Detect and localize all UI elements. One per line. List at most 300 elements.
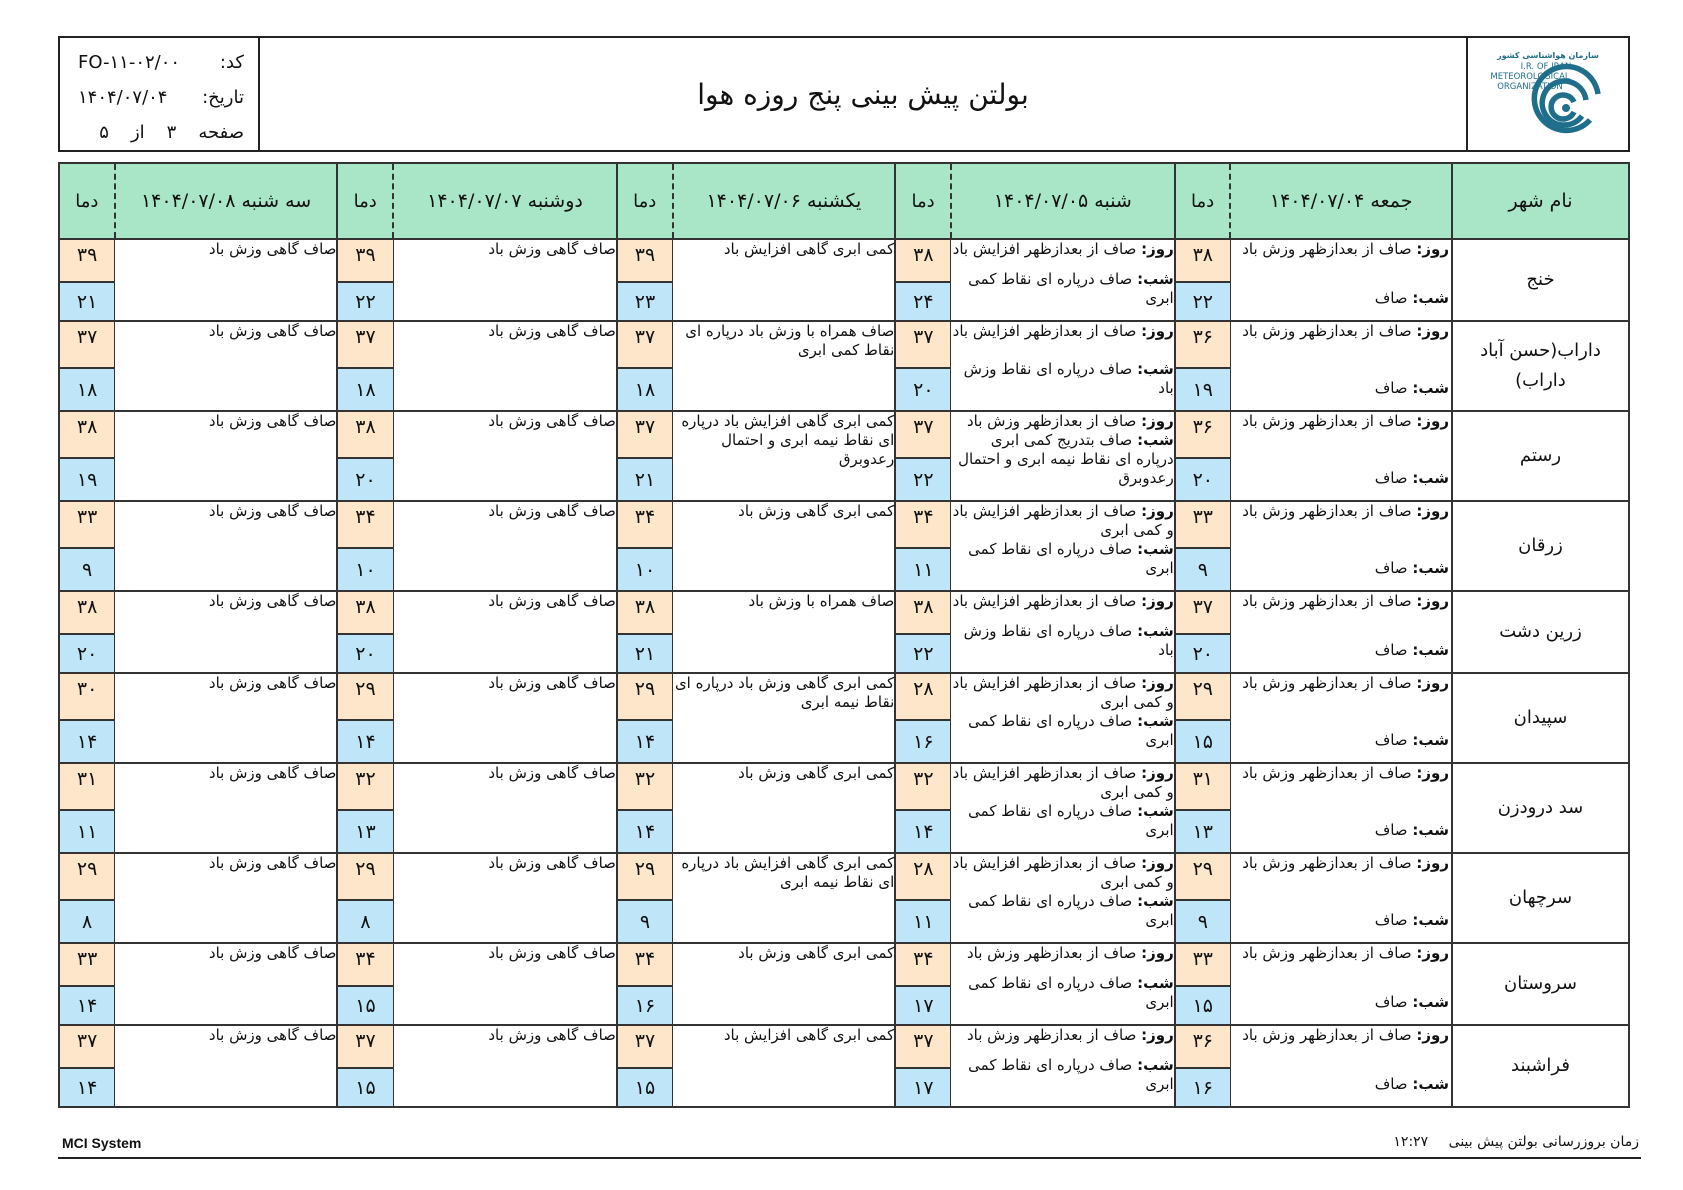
city-name: زرین دشت — [1452, 591, 1629, 673]
night-label: شب: — [1137, 1056, 1174, 1074]
forecast-text: کمی ابری گاهی وزش باد درپاره ای نقاط نیمه ابری — [674, 674, 895, 711]
temperature-box — [338, 1026, 392, 1106]
min-temperature: ۱۸ — [338, 369, 392, 410]
forecast-cell — [393, 943, 617, 1025]
forecast-cell — [115, 943, 338, 1025]
forecast-cell — [115, 673, 338, 763]
footer-divider — [58, 1157, 1641, 1159]
forecast-cell — [673, 411, 896, 501]
temperature-box — [896, 592, 950, 672]
temperature-box — [1176, 854, 1230, 942]
temperature-box — [618, 322, 672, 410]
table-header-row — [59, 163, 1629, 239]
night-forecast-line — [1231, 731, 1449, 750]
day-forecast-text: صاف از بعدازظهر وزش باد — [1242, 674, 1412, 692]
night-label: شب: — [1412, 1075, 1449, 1093]
day-forecast-line — [951, 854, 1173, 892]
day-label: روز: — [1141, 412, 1174, 430]
temperature-cell — [1175, 763, 1231, 853]
min-temperature: ۱۴ — [60, 987, 114, 1024]
night-forecast-line — [1231, 821, 1449, 840]
temperature-cell — [59, 763, 115, 853]
temperature-cell — [59, 501, 115, 591]
table-row — [59, 321, 1629, 411]
max-temperature: ۳۳ — [1176, 944, 1230, 987]
min-temperature: ۱۰ — [618, 549, 672, 590]
forecast-text: کمی ابری گاهی افزایش باد درپاره ای نقاط نیمه ابری و احتمال رعدوبرق — [681, 412, 895, 468]
night-forecast-line — [1231, 289, 1449, 308]
night-label: شب: — [1412, 559, 1449, 577]
max-temperature: ۳۲ — [618, 764, 672, 811]
temperature-cell — [59, 943, 115, 1025]
max-temperature: ۳۷ — [60, 322, 114, 369]
logo-text-en1: I.R. OF IRAN — [1520, 62, 1572, 72]
night-label: شب: — [1412, 469, 1449, 487]
day-forecast-line — [951, 412, 1173, 431]
max-temperature: ۳۸ — [1176, 240, 1230, 283]
forecast-text: صاف گاهی وزش باد — [488, 240, 616, 258]
forecast-cell — [1230, 943, 1452, 1025]
day-forecast-line — [951, 592, 1173, 611]
night-forecast-line — [951, 622, 1173, 660]
temperature-cell — [895, 673, 951, 763]
forecast-table — [58, 162, 1630, 1108]
page-current: ۳ — [166, 122, 177, 143]
max-temperature: ۳۴ — [896, 502, 950, 549]
min-temperature: ۲۳ — [618, 283, 672, 320]
forecast-cell — [393, 673, 617, 763]
temperature-cell — [895, 763, 951, 853]
night-label: شب: — [1137, 622, 1174, 640]
temperature-box — [338, 764, 392, 852]
temperature-box — [60, 944, 114, 1024]
forecast-cell — [115, 239, 338, 321]
day-header-2: شنبه ۱۴۰۴/۰۷/۰۵ — [951, 163, 1175, 239]
forecast-cell — [673, 763, 896, 853]
temperature-cell — [337, 763, 393, 853]
night-forecast-line — [1231, 641, 1449, 660]
max-temperature: ۳۸ — [338, 592, 392, 635]
temperature-cell — [895, 321, 951, 411]
temperature-cell — [337, 411, 393, 501]
day-forecast-text: صاف از بعدازظهر وزش باد — [1242, 412, 1412, 430]
day-forecast-text: صاف از بعدازظهر افزایش باد و کمی ابری — [952, 854, 1174, 891]
city-name: سرچهان — [1452, 853, 1629, 943]
day-forecast-text: صاف از بعدازظهر وزش باد — [966, 1026, 1137, 1044]
night-label: شب: — [1137, 974, 1174, 992]
night-forecast-text: صاف درپاره ای نقاط کمی ابری — [968, 974, 1174, 1011]
temperature-box — [896, 764, 950, 852]
code-line — [78, 48, 244, 83]
temperature-box — [618, 412, 672, 500]
night-forecast-text: صاف — [1374, 821, 1408, 839]
day-night-forecast — [951, 854, 1173, 930]
meteorological-organization-logo — [1478, 42, 1618, 146]
day-forecast-line — [1231, 1026, 1449, 1045]
temperature-box — [60, 764, 114, 852]
temperature-cell — [59, 321, 115, 411]
forecast-cell — [115, 591, 338, 673]
min-temperature: ۱۶ — [618, 987, 672, 1024]
city-name: سپیدان — [1452, 673, 1629, 763]
night-forecast-text: صاف بتدریج کمی ابری درپاره ای نقاط نیمه ابری و احتمال رعدوبرق — [958, 431, 1174, 487]
temperature-box — [1176, 240, 1230, 320]
day-label: روز: — [1141, 674, 1174, 692]
max-temperature: ۳۷ — [896, 412, 950, 459]
temperature-box — [896, 1026, 950, 1106]
day-label: روز: — [1141, 854, 1174, 872]
table-row — [59, 411, 1629, 501]
forecast-text: صاف گاهی وزش باد — [488, 854, 616, 872]
day-night-forecast — [1231, 412, 1449, 488]
max-temperature: ۳۷ — [618, 322, 672, 369]
forecast-cell — [1230, 673, 1452, 763]
city-name: رستم — [1452, 411, 1629, 501]
day-forecast-line — [951, 240, 1173, 259]
day-forecast-line — [1231, 764, 1449, 783]
min-temperature: ۲۲ — [1176, 283, 1230, 320]
max-temperature: ۳۹ — [60, 240, 114, 283]
night-label: شب: — [1412, 641, 1449, 659]
forecast-cell — [951, 411, 1175, 501]
night-forecast-line — [951, 431, 1173, 488]
max-temperature: ۲۸ — [896, 674, 950, 721]
forecast-text: صاف گاهی وزش باد — [208, 1026, 337, 1044]
temperature-cell — [59, 591, 115, 673]
min-temperature: ۱۵ — [338, 1069, 392, 1106]
day-night-forecast — [951, 1026, 1173, 1094]
temperature-box — [896, 502, 950, 590]
day-label: روز: — [1141, 240, 1174, 258]
forecast-text: کمی ابری گاهی افزایش باد — [723, 240, 895, 258]
day-label: روز: — [1416, 764, 1449, 782]
forecast-cell — [1230, 591, 1452, 673]
max-temperature: ۳۴ — [338, 502, 392, 549]
forecast-cell — [393, 411, 617, 501]
forecast-table-body — [59, 239, 1629, 1107]
temperature-box — [1176, 502, 1230, 590]
temperature-box — [1176, 412, 1230, 500]
forecast-cell — [393, 763, 617, 853]
forecast-cell — [115, 411, 338, 501]
night-label: شب: — [1412, 911, 1449, 929]
update-time: ۱۲:۲۷ — [1393, 1134, 1429, 1150]
min-temperature: ۱۶ — [1176, 1069, 1230, 1106]
temp-header-3: دما — [617, 163, 673, 239]
night-forecast-text: صاف — [1374, 993, 1408, 1011]
day-night-forecast — [951, 502, 1173, 578]
night-forecast-line — [1231, 379, 1449, 398]
day-night-forecast — [1231, 854, 1449, 930]
forecast-cell — [1230, 763, 1452, 853]
temperature-cell — [1175, 321, 1231, 411]
max-temperature: ۲۹ — [1176, 674, 1230, 721]
day-label: روز: — [1416, 674, 1449, 692]
temperature-box — [60, 592, 114, 672]
temperature-cell — [617, 1025, 673, 1107]
day-label: روز: — [1141, 322, 1174, 340]
forecast-cell — [393, 239, 617, 321]
min-temperature: ۲۰ — [1176, 635, 1230, 672]
temperature-cell — [337, 591, 393, 673]
temperature-box — [618, 854, 672, 942]
city-name: فراشبند — [1452, 1025, 1629, 1107]
forecast-text: صاف گاهی وزش باد — [208, 592, 337, 610]
night-forecast-line — [951, 540, 1173, 578]
min-temperature: ۱۱ — [60, 811, 114, 852]
temperature-box — [618, 674, 672, 762]
city-name: داراب(حسن آباد داراب) — [1452, 321, 1629, 411]
forecast-cell — [951, 763, 1175, 853]
forecast-cell — [1230, 501, 1452, 591]
min-temperature: ۱۱ — [896, 901, 950, 942]
forecast-cell — [951, 943, 1175, 1025]
temperature-box — [896, 944, 950, 1024]
forecast-cell — [673, 673, 896, 763]
max-temperature: ۳۴ — [618, 944, 672, 987]
min-temperature: ۱۷ — [896, 987, 950, 1024]
day-label: روز: — [1141, 502, 1174, 520]
max-temperature: ۳۸ — [896, 240, 950, 283]
city-name: سروستان — [1452, 943, 1629, 1025]
min-temperature: ۱۳ — [1176, 811, 1230, 852]
max-temperature: ۳۷ — [896, 322, 950, 369]
temperature-box — [60, 502, 114, 590]
min-temperature: ۱۵ — [1176, 721, 1230, 762]
forecast-text: صاف گاهی وزش باد — [208, 674, 337, 692]
temperature-cell — [337, 501, 393, 591]
max-temperature: ۳۷ — [1176, 592, 1230, 635]
night-forecast-line — [951, 974, 1173, 1012]
day-header-4: دوشنبه ۱۴۰۴/۰۷/۰۷ — [393, 163, 617, 239]
night-forecast-line — [1231, 911, 1449, 930]
day-forecast-line — [1231, 674, 1449, 693]
bulletin-header — [58, 36, 1630, 152]
max-temperature: ۳۶ — [1176, 322, 1230, 369]
temperature-cell — [1175, 673, 1231, 763]
min-temperature: ۲۰ — [338, 459, 392, 500]
min-temperature: ۹ — [1176, 901, 1230, 942]
temperature-cell — [895, 501, 951, 591]
temperature-cell — [59, 853, 115, 943]
night-forecast-text: صاف — [1374, 1075, 1408, 1093]
max-temperature: ۳۹ — [618, 240, 672, 283]
forecast-text: صاف گاهی وزش باد — [208, 502, 337, 520]
table-row — [59, 673, 1629, 763]
min-temperature: ۹ — [618, 901, 672, 942]
min-temperature: ۹ — [60, 549, 114, 590]
temperature-box — [338, 412, 392, 500]
day-label: روز: — [1416, 502, 1449, 520]
temperature-cell — [337, 321, 393, 411]
temperature-cell — [337, 853, 393, 943]
table-row — [59, 501, 1629, 591]
night-forecast-line — [1231, 469, 1449, 488]
day-night-forecast — [1231, 240, 1449, 308]
day-forecast-text: صاف از بعدازظهر وزش باد — [1242, 854, 1412, 872]
day-forecast-line — [1231, 240, 1449, 259]
day-forecast-text: صاف از بعدازظهر افزایش باد و کمی ابری — [952, 674, 1174, 711]
temperature-cell — [617, 853, 673, 943]
temperature-cell — [1175, 239, 1231, 321]
max-temperature: ۳۷ — [338, 322, 392, 369]
table-row — [59, 943, 1629, 1025]
forecast-text: صاف گاهی وزش باد — [488, 764, 616, 782]
forecast-cell — [673, 321, 896, 411]
forecast-text: صاف همراه با وزش باد — [748, 592, 895, 610]
forecast-text: صاف گاهی وزش باد — [488, 674, 616, 692]
day-night-forecast — [951, 322, 1173, 398]
forecast-cell — [951, 673, 1175, 763]
city-name: خنج — [1452, 239, 1629, 321]
temperature-box — [1176, 322, 1230, 410]
night-label: شب: — [1137, 892, 1174, 910]
day-forecast-line — [1231, 592, 1449, 611]
night-forecast-text: صاف — [1374, 559, 1408, 577]
forecast-cell — [393, 591, 617, 673]
night-label: شب: — [1412, 821, 1449, 839]
forecast-text: صاف گاهی وزش باد — [488, 1026, 616, 1044]
night-label: شب: — [1137, 431, 1174, 449]
max-temperature: ۳۴ — [338, 944, 392, 987]
temperature-cell — [617, 763, 673, 853]
max-temperature: ۳۳ — [60, 502, 114, 549]
min-temperature: ۹ — [1176, 549, 1230, 590]
day-label: روز: — [1141, 764, 1174, 782]
forecast-cell — [393, 501, 617, 591]
night-label: شب: — [1137, 270, 1174, 288]
min-temperature: ۱۰ — [338, 549, 392, 590]
day-night-forecast — [951, 592, 1173, 660]
temperature-cell — [895, 411, 951, 501]
temperature-box — [338, 592, 392, 672]
day-forecast-text: صاف از بعدازظهر افزایش باد و کمی ابری — [952, 764, 1174, 801]
day-header-1: جمعه ۱۴۰۴/۰۷/۰۴ — [1230, 163, 1452, 239]
forecast-text: کمی ابری گاهی وزش باد — [738, 502, 895, 520]
day-forecast-line — [1231, 944, 1449, 963]
forecast-text: صاف گاهی وزش باد — [208, 944, 337, 962]
day-night-forecast — [951, 944, 1173, 1012]
night-forecast-line — [951, 892, 1173, 930]
min-temperature: ۲۰ — [896, 369, 950, 410]
day-night-forecast — [951, 764, 1173, 840]
temperature-cell — [1175, 591, 1231, 673]
forecast-cell — [115, 501, 338, 591]
max-temperature: ۳۸ — [60, 412, 114, 459]
max-temperature: ۲۹ — [338, 854, 392, 901]
temperature-cell — [1175, 943, 1231, 1025]
min-temperature: ۲۴ — [896, 283, 950, 320]
day-forecast-line — [951, 764, 1173, 802]
night-label: شب: — [1412, 731, 1449, 749]
day-label: روز: — [1141, 1026, 1174, 1044]
max-temperature: ۳۹ — [338, 240, 392, 283]
night-forecast-text: صاف درپاره ای نقاط کمی ابری — [968, 892, 1174, 929]
forecast-cell — [951, 321, 1175, 411]
day-forecast-text: صاف از بعدازظهر وزش باد — [1242, 240, 1412, 258]
table-row — [59, 591, 1629, 673]
forecast-cell — [1230, 853, 1452, 943]
day-forecast-text: صاف از بعدازظهر وزش باد — [966, 944, 1137, 962]
night-label: شب: — [1137, 802, 1174, 820]
temperature-cell — [895, 1025, 951, 1107]
temperature-box — [60, 240, 114, 320]
min-temperature: ۱۴ — [338, 721, 392, 762]
forecast-cell — [673, 591, 896, 673]
table-row — [59, 239, 1629, 321]
forecast-cell — [951, 1025, 1175, 1107]
page-title: بولتن پیش بینی پنج روزه هوا — [697, 77, 1029, 111]
min-temperature: ۱۴ — [618, 721, 672, 762]
max-temperature: ۳۶ — [1176, 1026, 1230, 1069]
footer-update — [1393, 1134, 1639, 1150]
min-temperature: ۱۱ — [896, 549, 950, 590]
temperature-box — [338, 854, 392, 942]
city-name: سد درودزن — [1452, 763, 1629, 853]
table-row — [59, 763, 1629, 853]
temperature-cell — [337, 1025, 393, 1107]
max-temperature: ۳۲ — [338, 764, 392, 811]
min-temperature: ۸ — [60, 901, 114, 942]
max-temperature: ۳۷ — [896, 1026, 950, 1069]
forecast-text: کمی ابری گاهی وزش باد — [738, 944, 895, 962]
max-temperature: ۲۹ — [618, 674, 672, 721]
forecast-cell — [1230, 1025, 1452, 1107]
temperature-cell — [617, 943, 673, 1025]
document-info — [60, 38, 260, 150]
max-temperature: ۳۲ — [896, 764, 950, 811]
temperature-box — [896, 322, 950, 410]
min-temperature: ۲۲ — [338, 283, 392, 320]
min-temperature: ۲۲ — [896, 459, 950, 500]
min-temperature: ۱۸ — [60, 369, 114, 410]
min-temperature: ۱۵ — [1176, 987, 1230, 1024]
forecast-cell — [115, 853, 338, 943]
min-temperature: ۱۵ — [338, 987, 392, 1024]
day-forecast-text: صاف از بعدازظهر وزش باد — [1242, 764, 1412, 782]
temperature-box — [1176, 764, 1230, 852]
min-temperature: ۱۷ — [896, 1069, 950, 1106]
day-night-forecast — [1231, 944, 1449, 1012]
max-temperature: ۳۸ — [896, 592, 950, 635]
max-temperature: ۳۴ — [618, 502, 672, 549]
max-temperature: ۲۹ — [1176, 854, 1230, 901]
date-line — [78, 83, 244, 118]
day-label: روز: — [1416, 1026, 1449, 1044]
min-temperature: ۱۵ — [618, 1069, 672, 1106]
temperature-box — [618, 764, 672, 852]
max-temperature: ۳۱ — [1176, 764, 1230, 811]
night-forecast-line — [1231, 559, 1449, 578]
page-line — [78, 118, 244, 153]
temperature-box — [338, 674, 392, 762]
forecast-cell — [951, 591, 1175, 673]
min-temperature: ۱۶ — [896, 721, 950, 762]
temperature-box — [618, 944, 672, 1024]
day-night-forecast — [1231, 592, 1449, 660]
night-label: شب: — [1137, 360, 1174, 378]
night-label: شب: — [1412, 289, 1449, 307]
forecast-cell — [951, 853, 1175, 943]
day-label: روز: — [1416, 412, 1449, 430]
min-temperature: ۱۹ — [60, 459, 114, 500]
day-night-forecast — [1231, 1026, 1449, 1094]
temperature-box — [618, 592, 672, 672]
forecast-text: صاف همراه با وزش باد درپاره ای نقاط کمی ابری — [685, 322, 895, 359]
temperature-box — [60, 674, 114, 762]
day-forecast-line — [951, 674, 1173, 712]
logo-text-fa: سازمان هواشناسی کشور — [1497, 51, 1599, 60]
